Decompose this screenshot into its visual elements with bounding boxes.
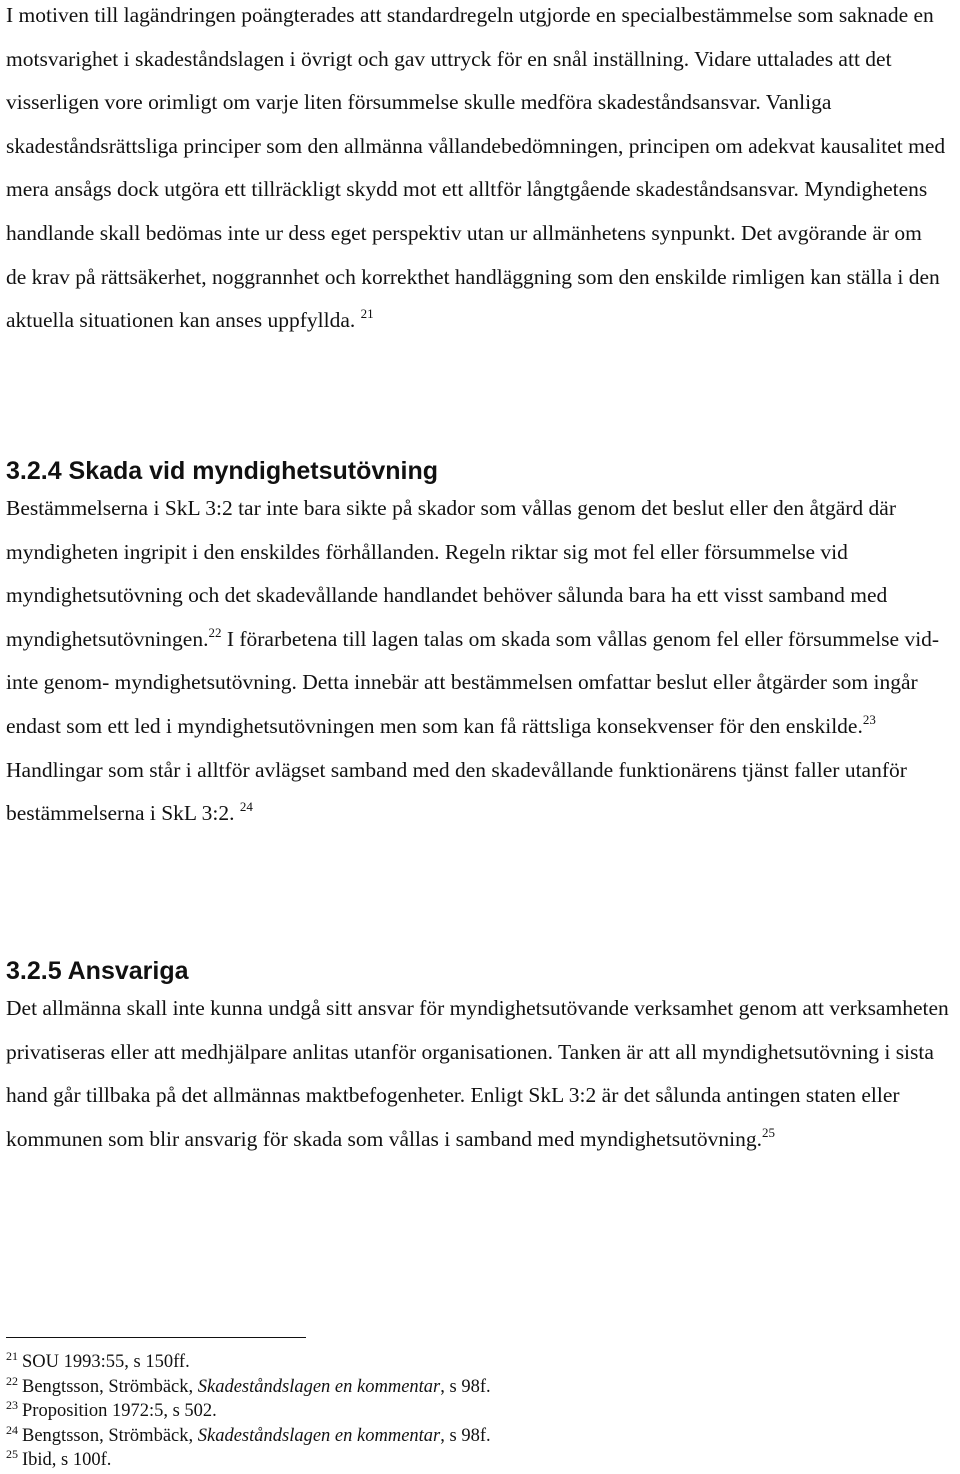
footnote-number: 21 [6,1349,18,1363]
footnote-text: Ibid, s 100f. [22,1450,112,1471]
footnote-item [6,1375,906,1400]
footnote-reference-23[interactable]: 23 [862,711,876,727]
footnote-item [6,1424,906,1449]
paragraph-text-segment: Handlingar som står i alltför avlägset samband med den skadevållande funktionärens tjänst faller utanför bestämmelserna i SkL 3:2. [6,757,907,826]
paragraph-text: I motiven till lagändringen poängterades att standardregeln utgjorde en specialbestämmelse som saknade en motsvarighet i skadeståndslagen i övrigt och gav uttryck för en snål inställning. Vidare uttalades att det visserligen vore orimligt om varje liten försummelse skulle medföra skadeståndsansvar. Vanliga skadeståndsrättsliga principer som den allmänna vållandebedömningen, principen om adekvat kausalitet med mera ansågs dock utgöra ett tillräckligt skydd mot ett alltför långtgående skadeståndsansvar. Myndighetens handlande skall bedömas inte ur dess eget perspektiv utan ur allmänhetens synpunkt. Det avgörande är om de krav på rättsäkerhet, noggrannhet och korrekthet handläggning som den enskilde rimligen kan ställa i den aktuella situationen kan anses uppfyllda. [6,3,946,333]
footnote-text: Bengtsson, Strömbäck, [22,1425,198,1446]
footnote-number: 23 [6,1398,18,1413]
footnote-text: SOU 1993:55, s 150ff. [22,1352,190,1372]
footnote-reference-21[interactable]: 21 [360,306,374,322]
footnote-number: 22 [6,1373,18,1388]
body-paragraph-2 [6,487,954,836]
footnote-reference-24[interactable]: 24 [239,799,253,815]
footnote-reference-25[interactable]: 25 [761,1124,775,1140]
footnote-text: , s 98f. [440,1376,491,1397]
body-paragraph-1 [6,0,946,343]
footnote-item [6,1350,906,1375]
footnote-number: 24 [6,1422,18,1437]
footnote-work-title: Skadeståndslagen en kommentar [197,1376,441,1397]
footnote-item [6,1399,906,1424]
footnote-number: 25 [6,1447,18,1462]
paragraph-text: Det allmänna skall inte kunna undgå sitt ansvar för myndighetsutövande verksamhet genom att verksamheten privatiseras eller att medhjälpare anlitas utanför organisationen. Tanken är att all myndighetsutövning i sista hand går tillbaka på det allmännas maktbefogenheter. Enligt SkL 3:2 är det sålunda antingen staten eller kommunen som blir ansvarig för skada som vållas i samband med myndighetsutövning. [6,996,949,1151]
paragraph-text-segment: I förarbetena till lagen talas om skada som vållas genom fel eller försummelse vid- inte genom- myndighetsutövning. Detta innebär att bestämmelsen omfattar beslut eller åtgärder som ingår endast som ett led i myndighetsutövningen men som kan få rättsliga konsekvenser för den enskilde. [6,626,940,738]
footnote-item [6,1448,906,1473]
footnote-text: Proposition 1972:5, s 502. [22,1401,217,1422]
paragraph-text-segment: Bestämmelserna i SkL 3:2 tar inte bara sikte på skador som vållas genom det beslut eller den åtgärd där myndigheten ingripit i den enskildes förhållanden. Regeln riktar sig mot fel eller försummelse vid myndighetsutövning och det skadevållande handlandet behöver sålunda bara ha ett visst samband med myndighetsutövningen. [6,496,896,651]
footnote-list [6,1350,906,1473]
footnote-reference-22[interactable]: 22 [208,624,222,640]
body-paragraph-3 [6,987,954,1161]
footnote-work-title: Skadeståndslagen en kommentar [197,1425,441,1446]
footnote-divider [6,1337,306,1338]
footnote-text: Bengtsson, Strömbäck, [22,1376,198,1397]
section-heading-3-2-4: 3.2.4 Skada vid myndighetsutövning [6,457,439,485]
footnote-text: , s 98f. [440,1425,491,1446]
section-heading-3-2-5: 3.2.5 Ansvariga [6,957,189,985]
